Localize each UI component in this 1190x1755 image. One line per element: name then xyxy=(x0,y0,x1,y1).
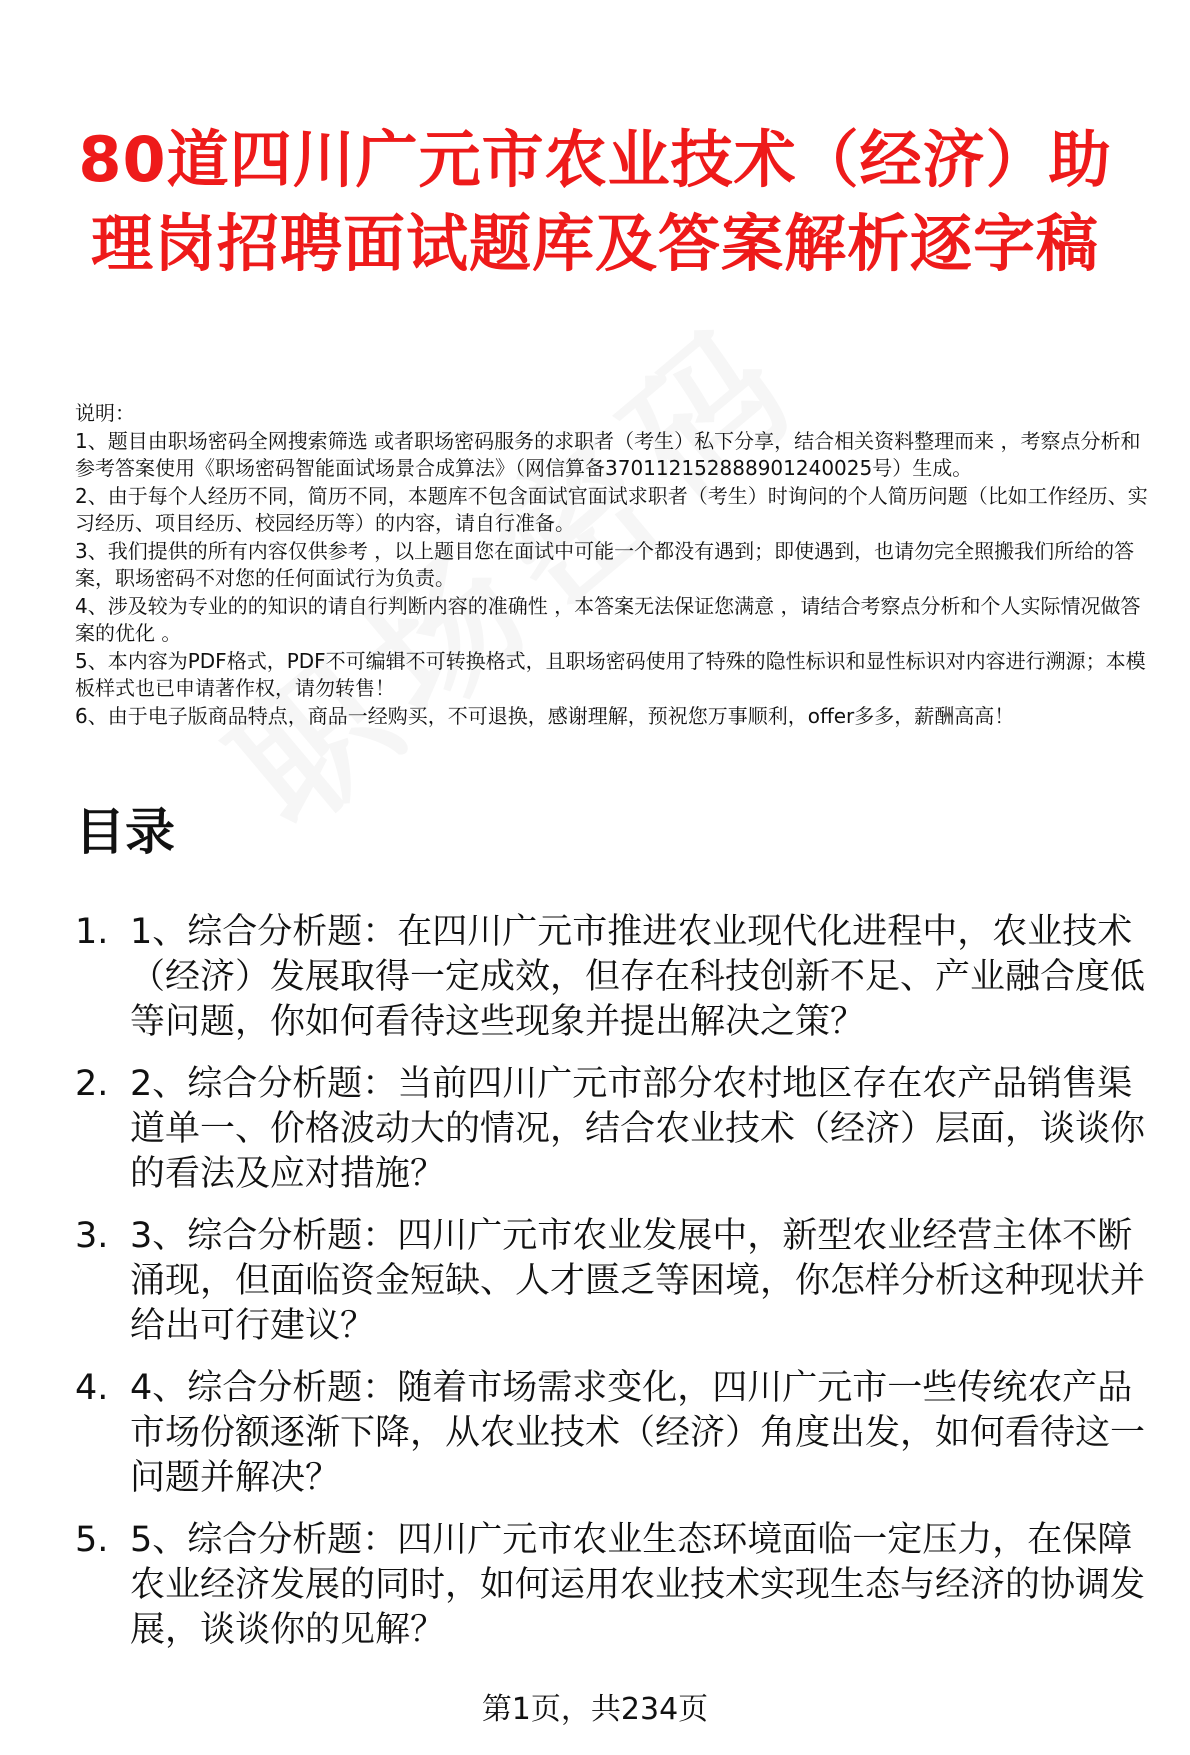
note-item: 5、本内容为PDF格式，PDF不可编辑不可转换格式，且职场密码使用了特殊的隐性标识和显性标识对内容进行溯源；本模板样式也已申请著作权，请勿转售！ xyxy=(75,648,1146,700)
toc-item-number: 5. xyxy=(75,1520,109,1560)
note-item: 4、涉及较为专业的的知识的请自行判断内容的准确性 ，本答案无法保证您满意 ，请结合考察点分析和个人实际情况做答案的优化 。 xyxy=(75,593,1141,645)
toc-item-text: 4、综合分析题：随着市场需求变化，四川广元市一些传统农产品市场份额逐渐下降，从农业技术（经济）角度出发，如何看待这一问题并解决？ xyxy=(130,1368,1146,1498)
toc-item-number: 3. xyxy=(75,1216,109,1256)
note-item: 2、由于每个人经历不同，简历不同，本题库不包含面试官面试求职者（考生）时询问的个人简历问题（比如工作经历、实习经历、项目经历、校园经历等）的内容，请自行准备。 xyxy=(75,483,1148,535)
toc-item-text: 5、综合分析题：四川广元市农业生态环境面临一定压力，在保障农业经济发展的同时，如何运用农业技术实现生态与经济的协调发展，谈谈你的见解？ xyxy=(130,1520,1146,1650)
toc-item-number: 1. xyxy=(75,912,109,952)
toc-list xyxy=(75,910,1165,1670)
toc-heading: 目录 xyxy=(75,803,175,861)
notes-section xyxy=(75,400,1155,730)
page-footer: 第1页，共234页 xyxy=(481,1692,709,1727)
toc-item-text: 2、综合分析题：当前四川广元市部分农村地区存在农产品销售渠道单一、价格波动大的情况，结合农业技术（经济）层面，谈谈你的看法及应对措施？ xyxy=(130,1064,1146,1194)
note-item: 1、题目由职场密码全网搜索筛选 或者职场密码服务的求职者（考生）私下分享，结合相关资料整理而来 ，考察点分析和参考答案使用《职场密码智能面试场景合成算法》（网信算备370112152888901240025号）生成。 xyxy=(75,428,1141,480)
toc-item[interactable] xyxy=(75,1214,1165,1349)
toc-item-text: 3、综合分析题：四川广元市农业发展中，新型农业经营主体不断涌现，但面临资金短缺、人才匮乏等困境，你怎样分析这种现状并给出可行建议？ xyxy=(130,1216,1146,1346)
document-title: 80道四川广元市农业技术（经济）助理岗招聘面试题库及答案解析逐字稿 xyxy=(78,123,1112,280)
notes-heading: 说明： xyxy=(75,401,135,425)
toc-item[interactable] xyxy=(75,1366,1165,1501)
note-item: 6、由于电子版商品特点，商品一经购买，不可退换，感谢理解，预祝您万事顺利，offer多多，薪酬高高！ xyxy=(75,703,1015,728)
toc-item-number: 2. xyxy=(75,1064,109,1104)
toc-item-text: 1、综合分析题：在四川广元市推进农业现代化进程中，农业技术（经济）发展取得一定成效，但存在科技创新不足、产业融合度低等问题，你如何看待这些现象并提出解决之策？ xyxy=(130,912,1146,1042)
note-item: 3、我们提供的所有内容仅供参考 ，以上题目您在面试中可能一个都没有遇到；即使遇到，也请勿完全照搬我们所给的答案，职场密码不对您的任何面试行为负责。 xyxy=(75,538,1135,590)
toc-item-number: 4. xyxy=(75,1368,109,1408)
toc-item[interactable] xyxy=(75,910,1165,1045)
toc-item[interactable] xyxy=(75,1518,1165,1653)
toc-item[interactable] xyxy=(75,1062,1165,1197)
